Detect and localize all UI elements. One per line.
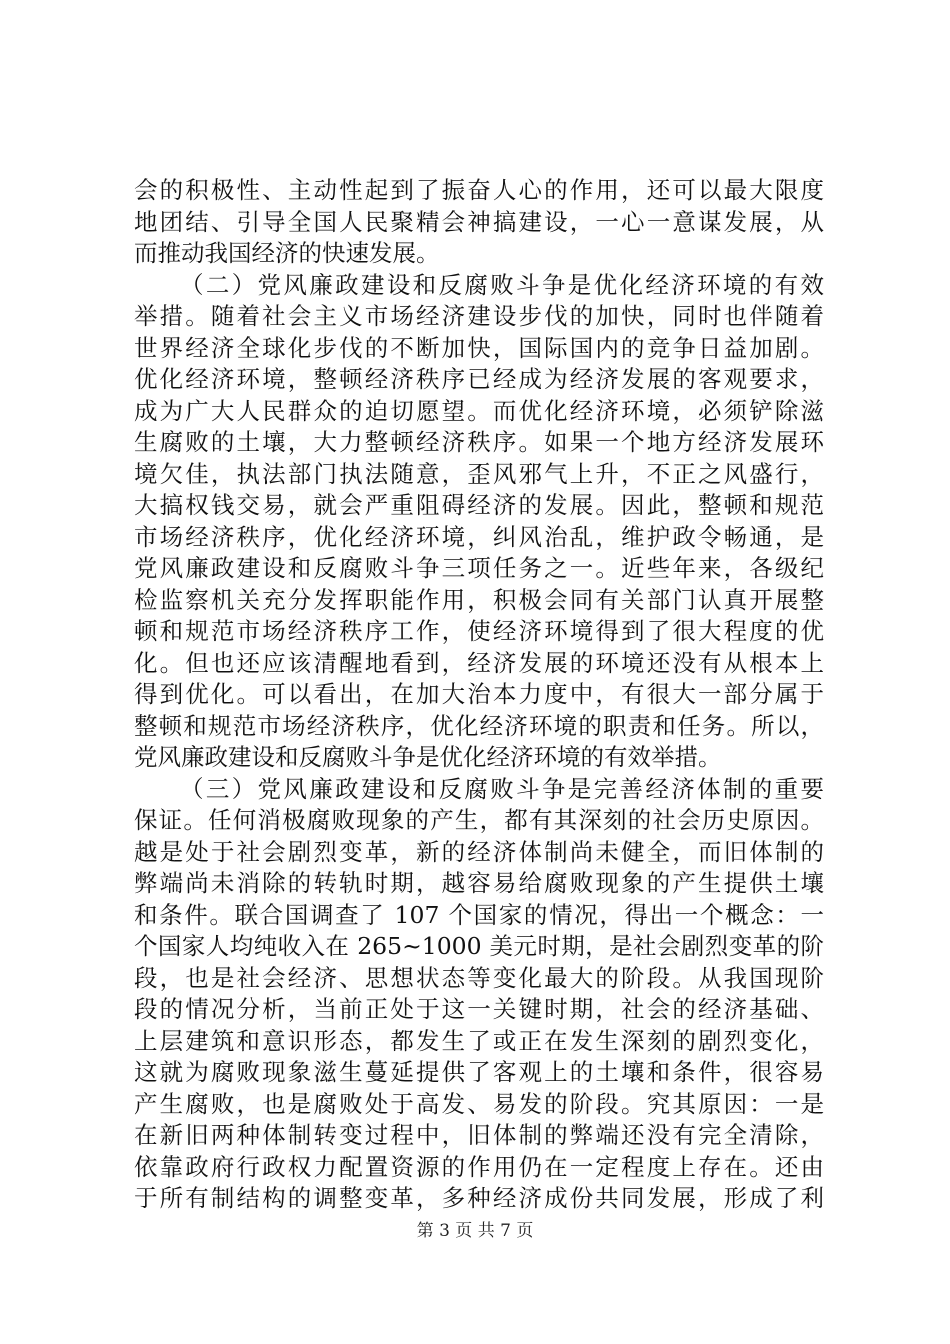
- document-body: [134, 175, 824, 1215]
- text-line: 依靠政府行政权力配置资源的作用仍在一定程度上存在。还由: [134, 1152, 824, 1181]
- text-line: 和条件。联合国调查了 107 个国家的情况，得出一个概念：一: [134, 900, 824, 929]
- text-line: 保证。任何消极腐败现象的产生，都有其深刻的社会历史原因。: [134, 806, 824, 834]
- paragraph-start-line: （二）党风廉政建设和反腐败斗争是优化经济环境的有效: [180, 270, 824, 299]
- text-line: 生腐败的土壤，大力整顿经济秩序。如果一个地方经济发展环: [134, 428, 824, 456]
- text-line: 个国家人均纯收入在 265~1000 美元时期，是社会剧烈变革的阶: [134, 932, 824, 960]
- text-line: 弊端尚未消除的转轨时期，越容易给腐败现象的产生提供土壤: [134, 869, 824, 897]
- text-line: 化。但也还应该清醒地看到，经济发展的环境还没有从根本上: [134, 648, 824, 677]
- text-line: 境欠佳，执法部门执法随意，歪风邪气上升，不正之风盛行，: [134, 459, 824, 488]
- text-line: 举措。随着社会主义市场经济建设步伐的加快，同时也伴随着: [134, 302, 824, 330]
- text-line: 顿和规范市场经济秩序工作，使经济环境得到了很大程度的优: [134, 617, 824, 645]
- text-line: 得到优化。可以看出，在加大治本力度中，有很大一部分属于: [134, 680, 824, 708]
- paragraph-start-line: （三）党风廉政建设和反腐败斗争是完善经济体制的重要: [180, 774, 824, 803]
- text-line: 于所有制结构的调整变革，多种经济成份共同发展，形成了利: [134, 1184, 824, 1212]
- text-line: 整顿和规范市场经济秩序，优化经济环境的职责和任务。所以，: [134, 711, 824, 740]
- text-line: 大搞权钱交易，就会严重阻碍经济的发展。因此，整顿和规范: [134, 491, 824, 519]
- text-line: 世界经济全球化步伐的不断加快，国际国内的竞争日益加剧。: [134, 333, 824, 362]
- text-line: 地团结、引导全国人民聚精会神搞建设，一心一意谋发展，从: [134, 207, 824, 236]
- text-line: 段的情况分析，当前正处于这一关键时期，社会的经济基础、: [134, 995, 824, 1023]
- text-line: 党风廉政建设和反腐败斗争三项任务之一。近些年来，各级纪: [134, 554, 824, 582]
- text-line: 越是处于社会剧烈变革，新的经济体制尚未健全，而旧体制的: [134, 837, 824, 866]
- text-line: 上层建筑和意识形态，都发生了或正在发生深刻的剧烈变化，: [134, 1026, 824, 1055]
- text-line: 产生腐败，也是腐败处于高发、易发的阶段。究其原因：一是: [134, 1089, 824, 1118]
- text-line: 而推动我国经济的快速发展。: [134, 239, 440, 267]
- text-line: 会的积极性、主动性起到了振奋人心的作用，还可以最大限度: [134, 176, 824, 204]
- text-line: 党风廉政建设和反腐败斗争是优化经济环境的有效举措。: [134, 743, 722, 771]
- text-line: 市场经济秩序，优化经济环境，纠风治乱，维护政令畅通，是: [134, 522, 824, 551]
- text-line: 成为广大人民群众的迫切愿望。而优化经济环境，必须铲除滋: [134, 396, 824, 425]
- text-line: 这就为腐败现象滋生蔓延提供了客观上的土壤和条件，很容易: [134, 1058, 824, 1086]
- page-number-footer: 第 3 页 共 7 页: [416, 1221, 534, 1241]
- text-line: 段，也是社会经济、思想状态等变化最大的阶段。从我国现阶: [134, 963, 824, 992]
- text-line: 在新旧两种体制转变过程中，旧体制的弊端还没有完全清除，: [134, 1121, 824, 1149]
- text-line: 检监察机关充分发挥职能作用，积极会同有关部门认真开展整: [134, 585, 824, 614]
- text-line: 优化经济环境，整顿经济秩序已经成为经济发展的客观要求，: [134, 365, 824, 393]
